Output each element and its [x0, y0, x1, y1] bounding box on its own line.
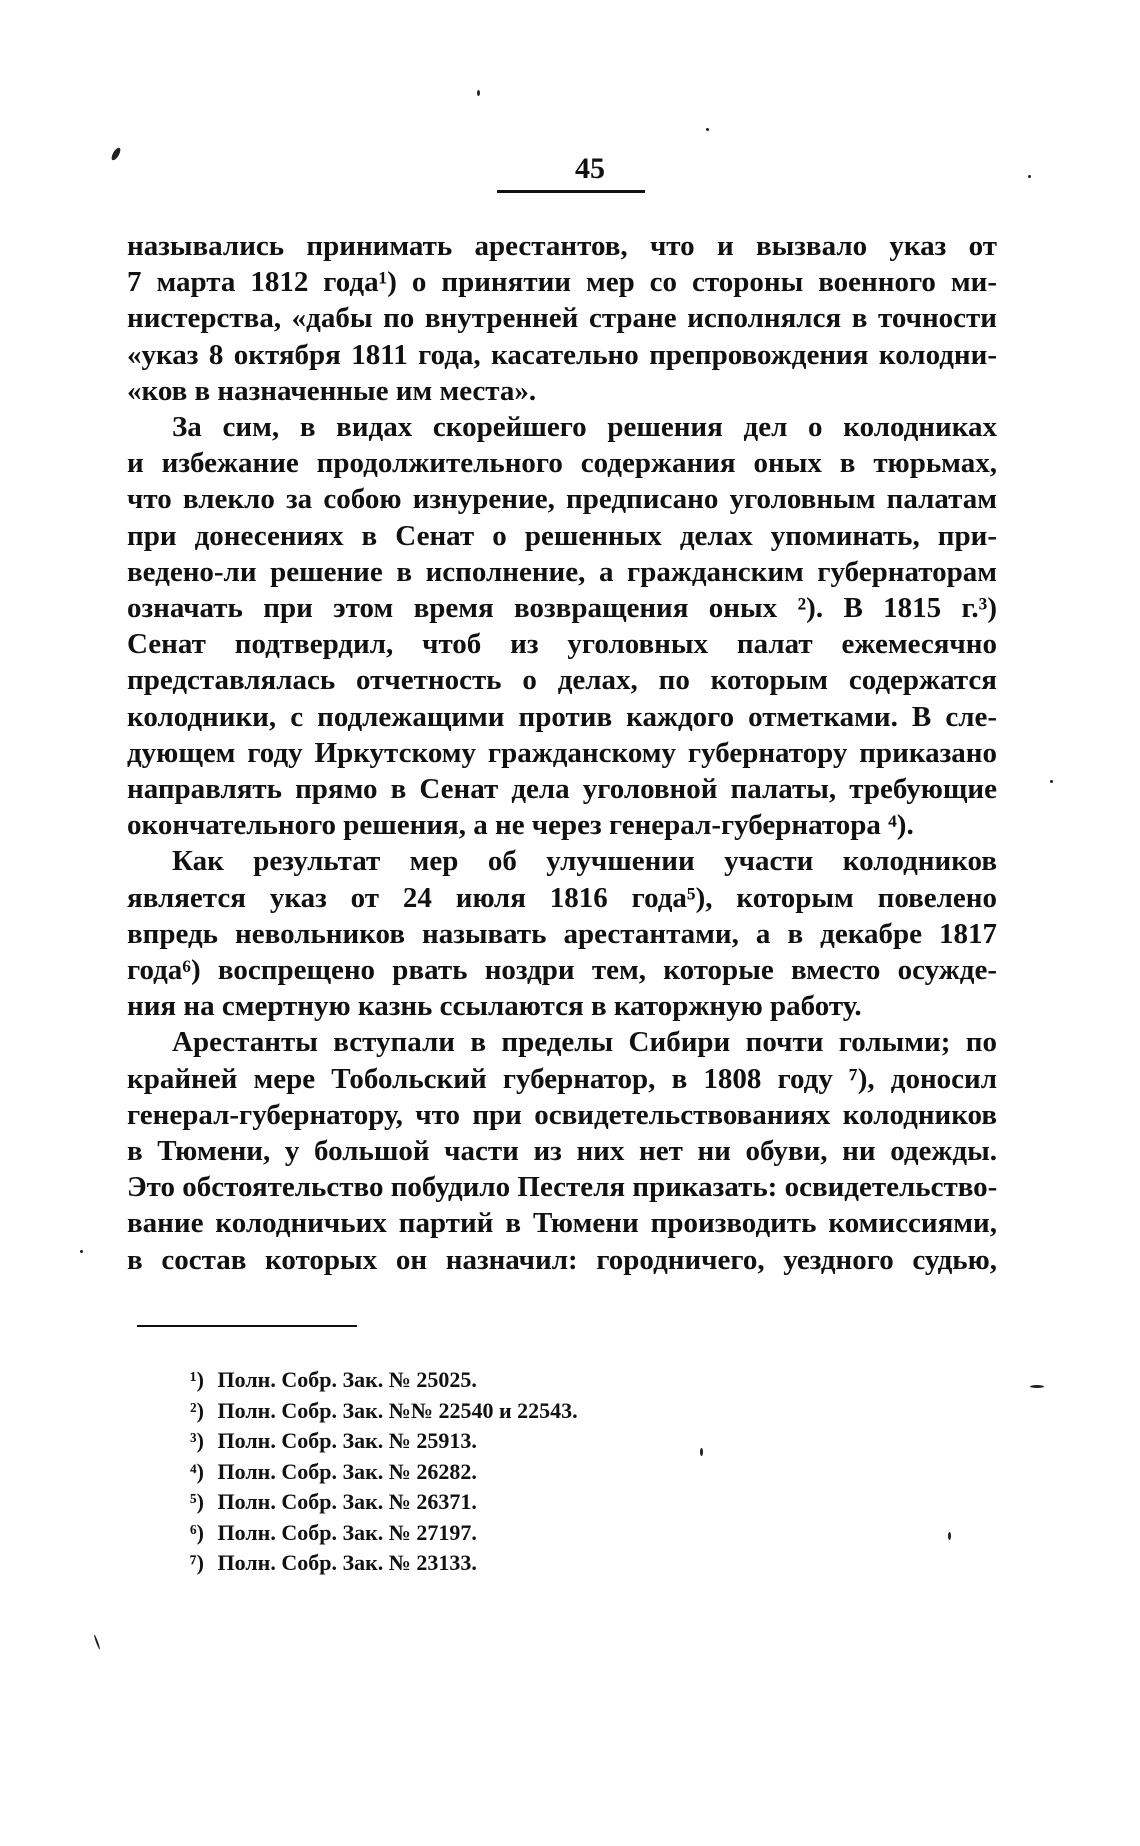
footnote — [190, 1396, 690, 1427]
footnote-text: Полн. Собр. Зак. № 27197. — [217, 1519, 477, 1545]
scan-speck — [706, 128, 709, 131]
text-line: вание колодничьих партий в Тюмени производить комиссиями, — [127, 1207, 997, 1240]
text-line: в состав которых он назначил: городничего, уездного судью, — [127, 1243, 997, 1276]
footnote-mark: ⁵) — [190, 1489, 204, 1514]
footnote-text: Полн. Собр. Зак. № 26371. — [217, 1489, 477, 1514]
text-line: крайней мере Тобольский губернатор, в 1808 году ⁷), доносил — [127, 1062, 997, 1095]
footnote-text: Полн. Собр. Зак. №№ 22540 и 22543. — [217, 1397, 578, 1423]
footnote — [190, 1365, 690, 1396]
text-line: года⁶) воспрещено рвать ноздри тем, которые вместо осужде- — [127, 954, 997, 987]
footnotes — [190, 1365, 690, 1579]
scan-speck — [110, 146, 122, 161]
text-line: «ков в назначенные им места». — [127, 374, 537, 407]
text-line: означать при этом время возвращения оных ²). В 1815 г.³) — [127, 592, 997, 625]
footnote-mark: ²) — [190, 1397, 204, 1423]
scan-speck — [93, 1634, 100, 1650]
text-line: направлять прямо в Сенат дела уголовной палаты, требующие — [127, 773, 997, 806]
footnote-mark: ¹) — [190, 1367, 204, 1392]
footnote — [190, 1518, 690, 1549]
footnote-text: Полн. Собр. Зак. № 23133. — [217, 1550, 477, 1575]
footnote-mark: ⁶) — [190, 1519, 204, 1545]
scan-speck — [700, 1448, 703, 1456]
text-line: Это обстоятельство побудило Пестеля приказать: освидетельство- — [127, 1171, 998, 1204]
footnote-mark: ⁷) — [190, 1550, 204, 1575]
text-line: Сенат подтвердил, чтоб из уголовных палат ежемесячно — [127, 628, 997, 661]
footnote-text: Полн. Собр. Зак. № 26282. — [217, 1458, 477, 1484]
scan-speck — [477, 90, 480, 96]
scan-speck — [1050, 780, 1053, 783]
text-line: назывались принимать арестантов, что и вызвало указ от — [127, 230, 997, 262]
footnote — [190, 1457, 690, 1488]
text-line: дующем году Иркутскому гражданскому губернатору приказано — [127, 736, 997, 769]
scan-speck — [80, 1250, 83, 1253]
footnote-mark: ⁴) — [190, 1458, 204, 1484]
paragraph-start-line: За сим, в видах скорейшего решения дел о колодниках — [172, 411, 997, 444]
text-line: при донесениях в Сенат о решенных делах упоминать, при- — [127, 519, 997, 552]
text-line: ния на смертную казнь ссылаются в каторжную работу. — [127, 990, 862, 1023]
scan-speck — [1028, 175, 1031, 178]
footnote-text: Полн. Собр. Зак. № 25913. — [217, 1428, 477, 1453]
paragraph-start-line: Арестанты вступали в пределы Сибири почти голыми; по — [172, 1026, 997, 1059]
text-line: в Тюмени, у большой части из них нет ни обуви, ни одежды. — [127, 1135, 997, 1168]
scan-speck — [948, 1532, 951, 1540]
text-line: 7 марта 1812 года¹) о принятии мер со стороны военного ми- — [127, 266, 997, 299]
text-line: ведено-ли решение в исполнение, а гражданским губернаторам — [127, 555, 997, 588]
text-line: нистерства, «дабы по внутренней стране исполнялся в точности — [127, 302, 997, 335]
page-number: 45 — [575, 152, 605, 185]
text-line: является указ от 24 июля 1816 года⁵), которым повелено — [127, 881, 997, 914]
body-text — [127, 228, 997, 1278]
header-rule — [497, 190, 645, 193]
footnote — [190, 1487, 690, 1518]
text-line: колодники, с подлежащими против каждого отметками. В сле- — [127, 700, 997, 733]
text-line: что влекло за собою изнурение, предписано уголовным палатам — [127, 483, 997, 516]
footnote-mark: ³) — [190, 1428, 204, 1453]
text-line: впредь невольников называть арестантами, а в декабре 1817 — [127, 917, 997, 950]
footnote-text: Полн. Собр. Зак. № 25025. — [217, 1367, 477, 1392]
footnote — [190, 1426, 690, 1457]
scan-speck — [1030, 1385, 1044, 1388]
footnote — [190, 1548, 690, 1579]
text-line: представлялась отчетность о делах, по которым содержатся — [127, 664, 997, 697]
footnote-rule — [137, 1325, 357, 1327]
text-line: окончательного решения, а не через генерал-губернатора ⁴). — [127, 809, 914, 842]
text-line: и избежание продолжительного содержания оных в тюрьмах, — [127, 447, 997, 480]
paragraph-start-line: Как результат мер об улучшении участи колодников — [172, 845, 997, 878]
text-line: «указ 8 октября 1811 года, касательно препровождения колодни- — [127, 338, 997, 371]
text-line: генерал-губернатору, что при освидетельствованиях колодников — [127, 1098, 997, 1131]
